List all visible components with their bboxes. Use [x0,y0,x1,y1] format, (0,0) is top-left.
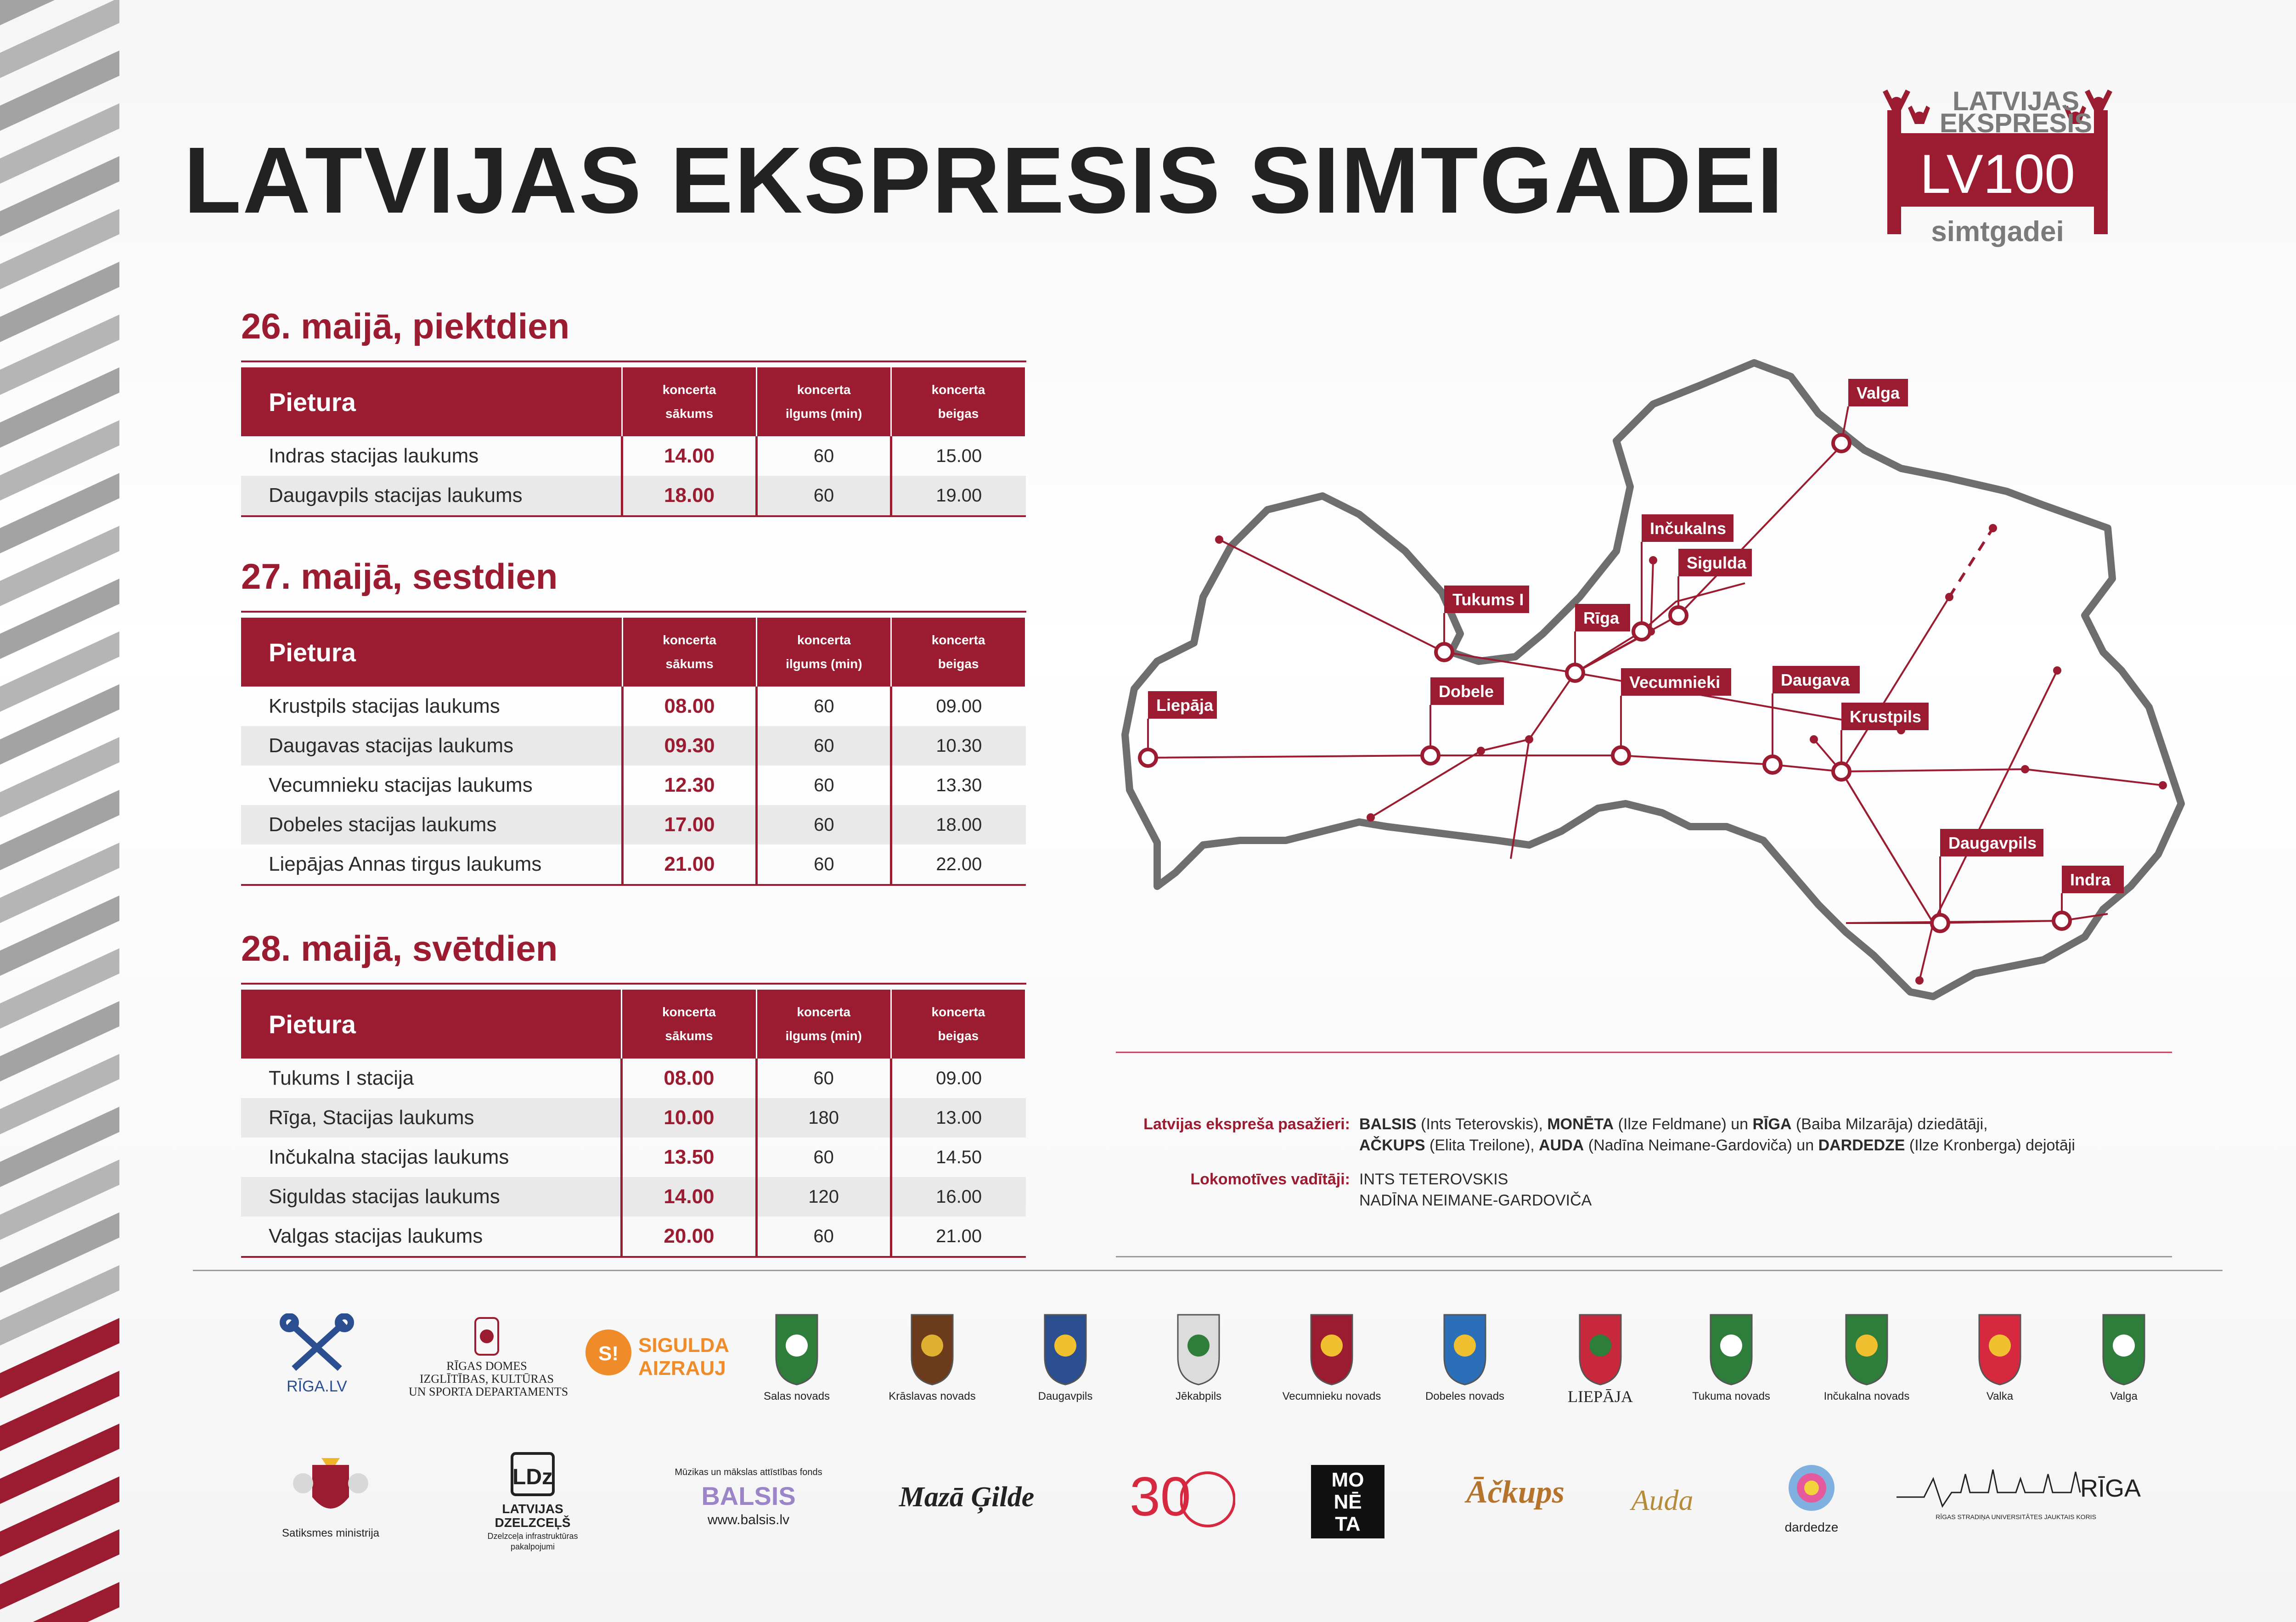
coat-caption: Valga [2110,1390,2138,1402]
table-row [241,766,1026,805]
station-marker [1764,756,1781,773]
end-time: 22.00 [891,845,1026,885]
driver-1: INTS TETEROVSKIS [1359,1171,1508,1188]
stop-name: Rīga, Stacijas laukums [241,1098,622,1138]
coat-caption: Salas novads [763,1390,830,1402]
rigas-domes-logo: RĪGAS DOMES IZGLĪTĪBAS, KULTŪRAS UN SPORTA DEPARTAMENTS [409,1313,565,1405]
duration: 60 [757,726,891,766]
station-daugavpils [1932,829,2043,931]
start-time: 12.30 [622,766,757,805]
duration: 120 [756,1177,891,1216]
start-time: 14.00 [622,436,757,476]
coat-caption: Tukuma novads [1692,1390,1770,1402]
stop-name: Liepājas Annas tirgus laukums [241,845,622,885]
start-time: 08.00 [622,1059,756,1098]
header-end: koncerta beigas [891,367,1026,436]
drivers-label: Lokomotīves vadītāji: [1190,1171,1350,1188]
right-divider [1116,1256,2172,1257]
coat-of-arms-liepaja [1545,1311,1655,1408]
satiksmes-ministrija-logo: Satiksmes ministrija [276,1451,386,1548]
balsis-fund-logo: Mūzikas un mākslas attīstības fonds BALSIS www.balsis.lv [675,1467,822,1527]
station-marker [1140,749,1156,766]
end-time: 15.00 [936,445,982,466]
station-marker [1422,747,1439,764]
coat-caption: Inčukalna novads [1823,1390,1910,1402]
day-rule-3 [241,983,1026,985]
start-time: 14.00 [622,1177,756,1216]
junction-dot [1810,735,1818,743]
start-time: 18.00 [622,476,757,516]
footer-divider [193,1270,2223,1271]
junction-dot [2053,666,2061,675]
latvijas-ekspresis-logo [1883,83,2112,257]
stop-name: Inčukalna stacijas laukums [241,1138,622,1177]
end-time: 13.30 [936,775,982,795]
svg-text:LDz: LDz [512,1465,553,1489]
coat-of-arms-incukalna [1812,1311,1922,1408]
rail-route [1841,772,1933,923]
stop-name: Siguldas stacijas laukums [241,1177,622,1216]
day-title-2: 27. maijā, sestdien [241,556,558,597]
start-time: 09.30 [622,726,757,766]
logo-line1: LATVIJAS [1952,86,2080,116]
table-row [241,436,1026,476]
station-label: Liepāja [1156,696,1214,715]
header-start: koncerta sākums [622,990,756,1059]
stop-name: Indras stacijas laukums [241,436,622,476]
station-marker [1833,435,1850,451]
duration: 60 [757,845,891,885]
coat-caption: Daugavpils [1038,1390,1093,1402]
start-time: 21.00 [622,845,757,885]
table-row [241,805,1026,845]
day-rule-2 [241,611,1026,613]
coat-caption: Krāslavas novads [889,1390,976,1402]
header-stop: Pietura [241,618,622,687]
coat-of-arms-kraslavas [877,1311,987,1408]
duration: 60 [757,805,891,845]
logo-mark: LV100 [1919,143,2076,205]
day-rule-1 [241,360,1026,362]
end-time: 18.00 [891,805,1026,845]
stop-name: Valgas stacijas laukums [241,1216,622,1257]
end-time: 16.00 [891,1177,1025,1216]
coat-of-arms-dobeles [1410,1311,1520,1408]
passengers-label: Latvijas ekspreša pasažieri: [1143,1115,1350,1133]
rail-route [1148,755,2163,785]
latvijas-dzelzcels-logo: LDz LATVIJAS DZELZCEĻŠ Dzelzceļa infrastruktūras pakalpojumi [478,1451,588,1566]
station-marker [1670,607,1687,624]
start-time: 08.00 [622,687,757,726]
map-divider [1116,1052,2172,1053]
end-time: 09.00 [936,1068,982,1088]
coat-of-arms-jekabpils [1143,1311,1254,1408]
stop-name: Vecumnieku stacijas laukums [241,766,622,805]
end-time: 13.00 [891,1098,1025,1138]
start-time: 10.00 [622,1098,756,1138]
rail-route [1933,670,2057,923]
passengers-line: BALSIS (Ints Teterovskis), MONĒTA (Ilze Feldmane) un RĪGA (Baiba Milzarāja) dziedātāji, [1359,1115,1988,1133]
svg-text:S!: S! [598,1342,619,1365]
schedule-table-26-may [241,367,1026,517]
start-time: 13.50 [622,1138,756,1177]
station-valga [1833,379,1908,451]
coat-of-arms-tukuma [1676,1311,1786,1408]
junction-dot [2159,781,2167,789]
station-marker [1613,747,1629,764]
table-header-row [241,990,1026,1059]
duration: 60 [756,1059,891,1098]
table-row [241,476,1026,516]
stop-name: Daugavpils stacijas laukums [241,476,622,516]
station-label: Tukums I [1452,590,1524,609]
station-label: Vecumnieki [1629,673,1721,692]
station-marker [2054,912,2070,929]
junction-dot [1367,813,1375,822]
day-title-1: 26. maijā, piektdien [241,306,570,346]
header-end: koncerta beigas [891,990,1025,1059]
moneta-logo: MO NĒ TA [1311,1465,1384,1538]
table-header-row [241,367,1026,436]
duration: 60 [757,687,891,726]
auda-logo: Auda [1631,1484,1694,1516]
header-duration: koncerta ilgums (min) [756,990,891,1059]
station-marker [1633,623,1650,640]
start-time: 20.00 [622,1216,756,1257]
ackups-logo: Āčkups [1466,1475,1564,1510]
end-time: 10.30 [891,726,1026,766]
stop-name: Tukums I stacija [241,1059,622,1098]
rail-route [1846,921,2062,923]
passengers-block [1143,1114,2075,1156]
station-tukums [1436,586,1529,660]
station-marker [1567,665,1583,681]
station-label: Sigulda [1687,553,1747,572]
station-vecumnieki [1613,668,1731,764]
junction-dot [1649,556,1657,564]
header-duration: koncerta ilgums (min) [757,618,891,687]
duration: 60 [756,1216,891,1257]
junction-dot [1989,524,1997,532]
passengers-list [1359,1114,2075,1156]
junction-dot [1525,735,1533,743]
sigulda-aizrauj-logo: S! SIGULDA AIZRAUJ [583,1323,730,1382]
maza-gilde-logo: Mazā Ģilde [899,1481,1035,1513]
station-label: Rīga [1583,608,1620,627]
header-start: koncerta sākums [622,618,757,687]
riga-choir-logo: RĪGA RĪGAS STRADIŅA UNIVERSITĀTES JAUKTAIS KORIS [1896,1465,2135,1529]
junction-dot [1477,747,1485,755]
coat-caption: Dobeles novads [1425,1390,1505,1402]
station-sigulda [1670,549,1752,624]
table-header-row [241,618,1026,687]
header-stop: Pietura [241,990,622,1059]
route-map [1102,321,2204,1056]
drivers-block [1190,1169,1592,1211]
end-time: 19.00 [891,476,1026,516]
station-marker [1436,644,1452,660]
duration: 60 [756,1138,891,1177]
header-end: koncerta beigas [891,618,1026,687]
logo-sub: simtgadei [1931,216,2064,248]
duration: 60 [757,766,891,805]
table-row [241,687,1026,726]
junction-dot [2021,765,2029,773]
junction-dot [1945,593,1953,601]
junction-dot [1915,976,1924,985]
page-title: LATVIJAS EKSPRESIS SIMTGADEI [184,128,1785,233]
table-row [241,1059,1026,1098]
start-time: 17.00 [622,805,757,845]
station-marker [1932,915,1948,931]
driver-2: NADĪNA NEIMANE-GARDOVIČA [1359,1192,1592,1209]
station-label: Daugava [1781,670,1850,689]
dardedze-logo: dardedze [1777,1460,1846,1548]
station-riga [1567,604,1630,681]
station-label: Dobele [1439,682,1494,701]
schedule-table-27-may [241,618,1026,886]
duration: 180 [756,1098,891,1138]
station-label: Valga [1857,383,1900,402]
duration: 60 [757,476,891,516]
header-stop: Pietura [241,367,622,436]
junction-dot [1215,535,1223,544]
coat-caption: Vecumnieku novads [1282,1390,1381,1402]
table-row [241,726,1026,766]
coat-of-arms-valka [1945,1311,2055,1408]
end-time: 21.00 [891,1216,1025,1257]
coat-of-arms-salas [742,1311,852,1408]
stop-name: Krustpils stacijas laukums [241,687,622,726]
balsis-30-logo: 30 [1130,1465,1244,1538]
station-label: Krustpils [1850,707,1922,726]
table-row [241,1216,1026,1257]
passengers-line: AČKUPS (Elita Treilone), AUDA (Nadīna Neimane-Gardoviča) un DARDEDZE (Ilze Kronberga) dejotāji [1359,1137,2075,1154]
coat-of-arms-daugavpils [1010,1311,1120,1408]
stop-name: Daugavas stacijas laukums [241,726,622,766]
station-label: Daugavpils [1948,834,2037,852]
table-row [241,845,1026,885]
coat-caption: LIEPĀJA [1568,1387,1633,1406]
station-dobele [1422,677,1504,764]
station-label: Indra [2070,870,2111,889]
header-duration: koncerta ilgums (min) [757,367,891,436]
end-time: 09.00 [936,696,982,716]
riga-lv-logo: RĪGA.LV [271,1313,363,1396]
logo-line2: EKSPRESIS [1940,108,2092,138]
day-title-3: 28. maijā, svētdien [241,928,558,969]
diagonal-stripes [0,0,119,1622]
coat-of-arms-valga [2069,1311,2179,1408]
header-start: koncerta sākums [622,367,757,436]
coat-caption: Jēkabpils [1175,1390,1222,1402]
rail-route [1919,923,1933,980]
coat-caption: Valka [1986,1390,2014,1402]
stop-name: Dobeles stacijas laukums [241,805,622,845]
coat-of-arms-vecumnieku [1277,1311,1387,1408]
duration: 60 [757,436,891,476]
rail-route-dashed [1949,528,1993,597]
station-krustpils [1833,703,1929,780]
station-label: Inčukalns [1650,519,1727,538]
end-time: 14.50 [936,1147,982,1167]
station-liepaja [1140,691,1217,766]
station-marker [1833,763,1850,780]
